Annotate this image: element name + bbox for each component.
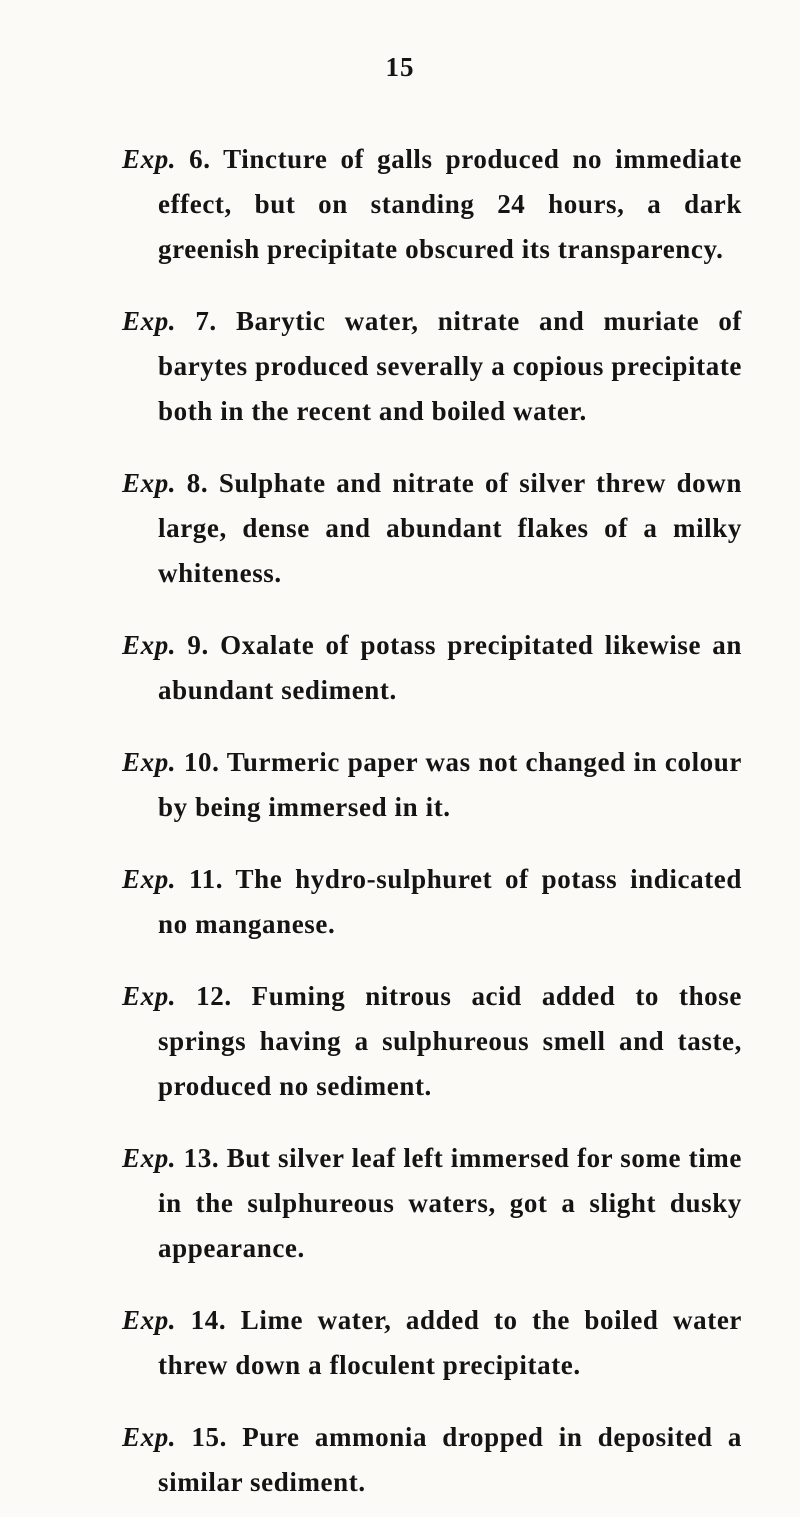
experiment-text: Lime water, added to the boiled water threw down a floculent precipitate.: [158, 1305, 742, 1380]
experiment-label: Exp.: [122, 630, 177, 660]
experiment-number: 11.: [189, 864, 224, 894]
experiment-label: Exp.: [122, 1305, 177, 1335]
experiment-entry: [122, 740, 742, 830]
experiment-label: Exp.: [122, 981, 177, 1011]
experiment-number: 7.: [195, 306, 217, 336]
experiment-label: Exp.: [122, 1143, 177, 1173]
experiment-entry: [122, 461, 742, 596]
experiment-entry: [122, 1136, 742, 1271]
experiment-text: Sulphate and nitrate of silver threw down large, dense and abundant flakes of a milky whiteness.: [158, 468, 742, 588]
page-number: 15: [385, 52, 415, 82]
experiment-label: Exp.: [122, 468, 177, 498]
experiment-text: Oxalate of potass precipitated likewise an abundant sediment.: [158, 630, 742, 705]
experiment-number: 8.: [186, 468, 209, 498]
experiment-text: But silver leaf left immersed for some time in the sulphureous waters, got a slight dusky appearance.: [158, 1143, 742, 1263]
experiment-number: 14.: [190, 1305, 227, 1335]
experiment-entry: [122, 623, 742, 713]
experiment-number: 13.: [183, 1143, 220, 1173]
experiment-number: 10.: [183, 747, 220, 777]
experiment-label: Exp.: [122, 306, 177, 336]
experiment-entry: [122, 1415, 742, 1505]
experiment-list: [122, 110, 742, 1517]
experiment-entry: [122, 857, 742, 947]
experiment-number: 15.: [191, 1422, 227, 1452]
experiment-text: Turmeric paper was not changed in colour by being immersed in it.: [158, 747, 742, 822]
experiment-text: Pure ammonia dropped in deposited a similar sediment.: [158, 1422, 742, 1497]
experiment-number: 9.: [187, 630, 209, 660]
experiment-number: 12.: [196, 981, 232, 1011]
experiment-label: Exp.: [122, 747, 177, 777]
experiment-entry: [122, 974, 742, 1109]
experiment-entry: [122, 299, 742, 434]
experiment-entry: [122, 1298, 742, 1388]
experiment-label: Exp.: [122, 1422, 177, 1452]
experiment-text: Tincture of galls produced no immediate effect, but on standing 24 hours, a dark greenish precipitate obscured its transparency.: [158, 144, 742, 264]
experiment-label: Exp.: [122, 864, 177, 894]
experiment-label: Exp.: [122, 144, 177, 174]
experiment-text: Fuming nitrous acid added to those springs having a sulphureous smell and taste, produced no sediment.: [158, 981, 742, 1101]
experiment-text: The hydro-sulphuret of potass indicated no manganese.: [158, 864, 742, 939]
experiment-number: 6.: [189, 144, 211, 174]
experiment-text: Barytic water, nitrate and muriate of barytes produced severally a copious precipitate both in the recent and boiled water.: [158, 306, 743, 426]
experiment-entry: [122, 137, 742, 272]
